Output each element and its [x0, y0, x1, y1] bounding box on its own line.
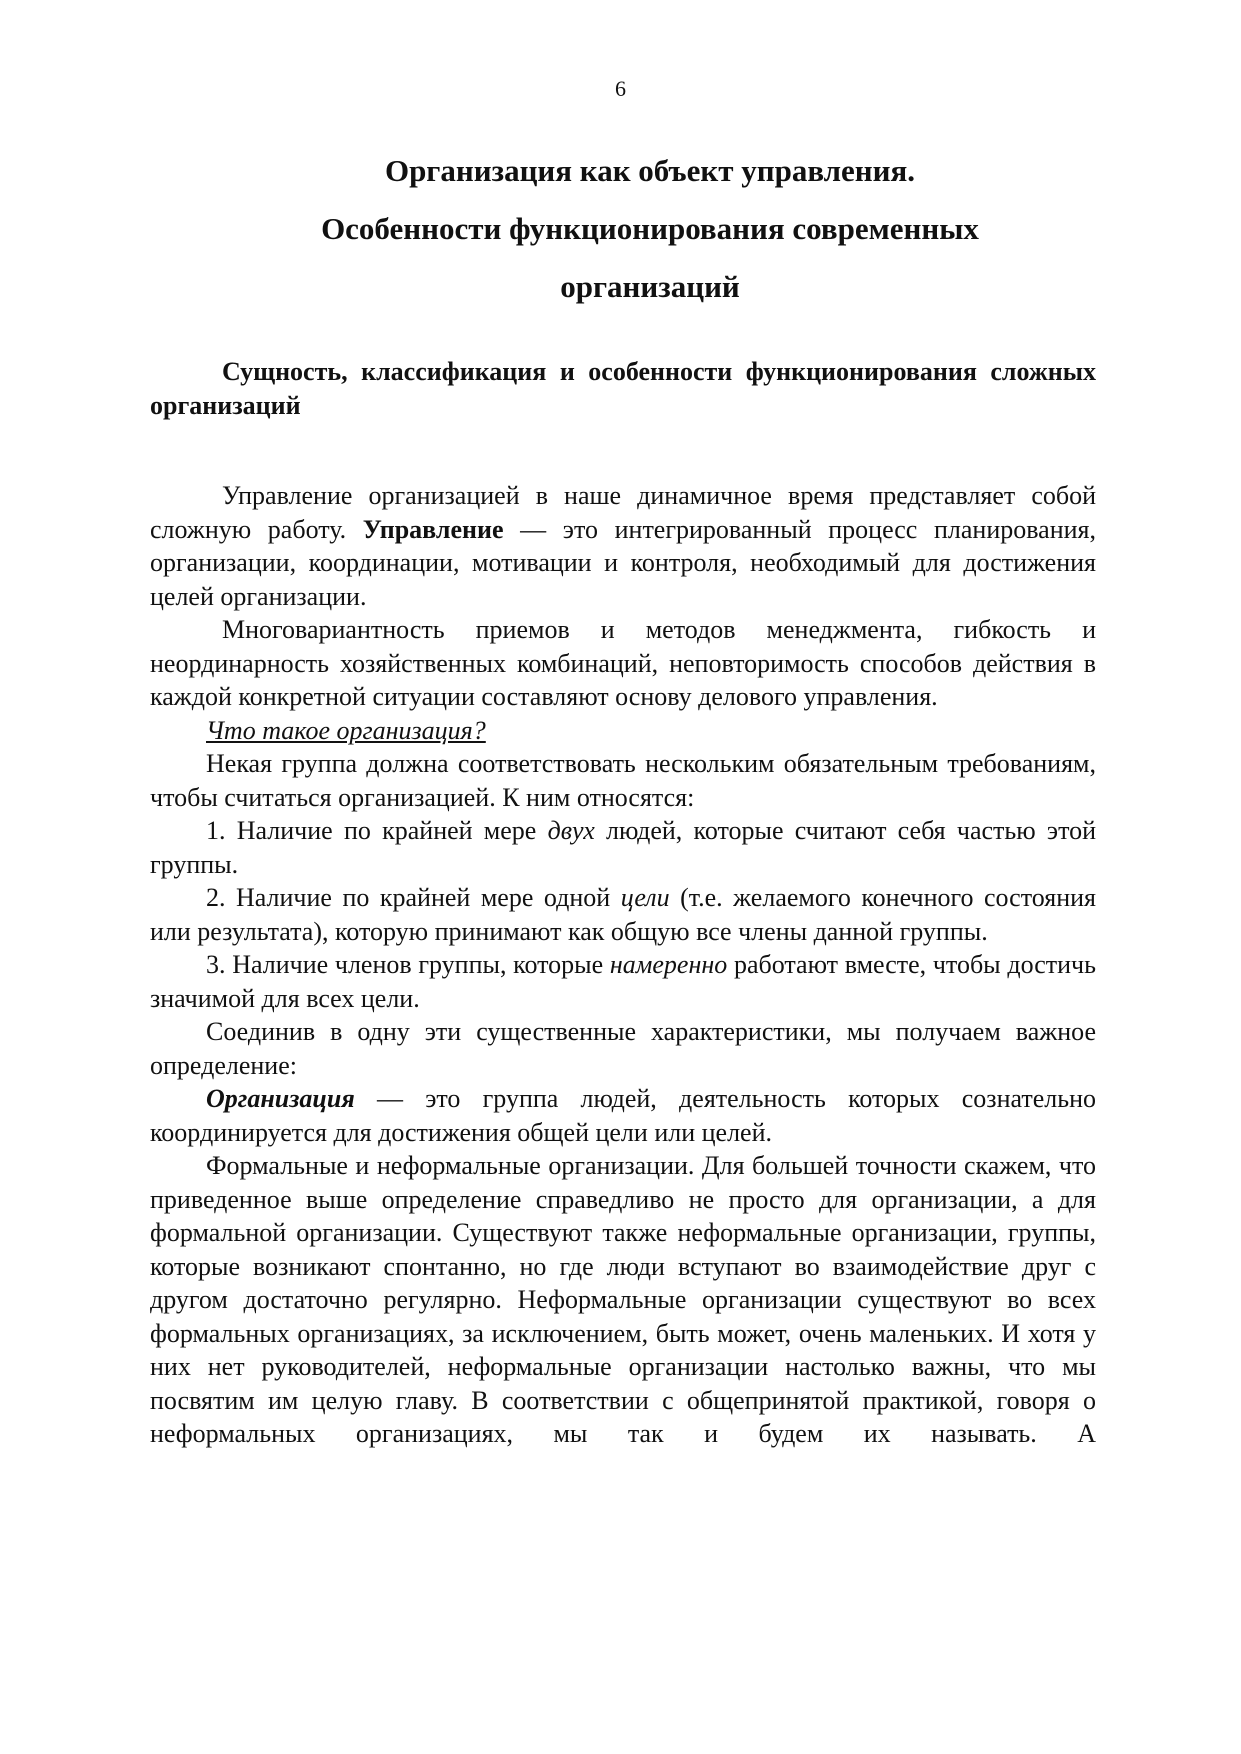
emphasis-two: двух: [547, 816, 595, 845]
page-number: 6: [615, 76, 626, 101]
list-item-text: работают вместе, чтобы достичь значимой для всех цели.: [150, 950, 1096, 1013]
body-text: [150, 479, 1096, 1451]
list-item-2: [150, 881, 1096, 948]
list-item-text: 2. Наличие по крайней мере одной: [206, 883, 621, 912]
emphasis-goal: цели: [620, 883, 670, 912]
list-item-text: (т.е. желаемого конечного состояния или результата), которую принимают как общую все члены данной группы.: [150, 883, 1096, 946]
paragraph-management-methods: Многовариантность приемов и методов менеджмента, гибкость и неординарность хозяйственных комбинаций, неповторимость способов действия в каждой конкретной ситуации составляют основу делового управления.: [150, 615, 1096, 711]
chapter-title: [150, 142, 1150, 316]
paragraph-organization-definition: [150, 1082, 1096, 1149]
paragraph-management-definition: [150, 479, 1096, 613]
emphasis-intentionally: намеренно: [609, 950, 728, 979]
list-item-1: [150, 814, 1096, 881]
paragraph-text: Управление организацией в наше динамичное время представляет собой сложную работу.: [150, 481, 1096, 544]
chapter-title-line-2: Особенности функционирования современных: [321, 211, 979, 246]
chapter-title-line-1: Организация как объект управления.: [384, 153, 916, 188]
paragraph-combining-characteristics: Соединив в одну эти существенные характеристики, мы получаем важное определение:: [150, 1017, 1096, 1080]
term-management: Управление: [362, 514, 504, 544]
section-title: Сущность, классификация и особенности функционирования сложных организаций: [150, 357, 1096, 420]
paragraph-group-requirements: Некая группа должна соответствовать нескольким обязательным требованиям, чтобы считаться организацией. К ним относятся:: [150, 749, 1096, 812]
list-item-3: [150, 948, 1096, 1015]
subheading-text: Что такое организация?: [206, 715, 486, 745]
paragraph-text: — это группа людей, деятельность которых сознательно координируется для достижения общей цели или целей.: [150, 1084, 1096, 1147]
list-item-text: людей, которые считают себя частью этой группы.: [150, 816, 1096, 879]
chapter-title-line-3: организаций: [560, 269, 740, 304]
paragraph-text: — это интегрированный процесс планирования, организации, координации, мотивации и контроля, необходимый для достижения целей организации.: [150, 514, 1096, 611]
list-item-text: 1. Наличие по крайней мере: [206, 816, 548, 845]
list-item-text: 3. Наличие членов группы, которые: [206, 950, 610, 979]
paragraph-formal-informal: Формальные и неформальные организации. Для большей точности скажем, что приведенное выше определение справедливо не просто для организации, а для формальной организации. Существуют также неформальные организации, группы, которые возникают спонтанно, но где люди вступают во взаимодействие друг с другом достаточно регулярно. Неформальные организации существуют во всех формальных организациях, за исключением, быть может, очень маленьких. И хотя у них нет руководителей, неформальные организации настолько важны, что мы посвятим им целую главу. В соответствии с общепринятой практикой, говоря о неформальных организациях, мы так и будем их называть. А: [150, 1151, 1096, 1448]
subheading-what-is-organization: [150, 714, 1096, 748]
term-organization: Организация: [206, 1084, 355, 1113]
